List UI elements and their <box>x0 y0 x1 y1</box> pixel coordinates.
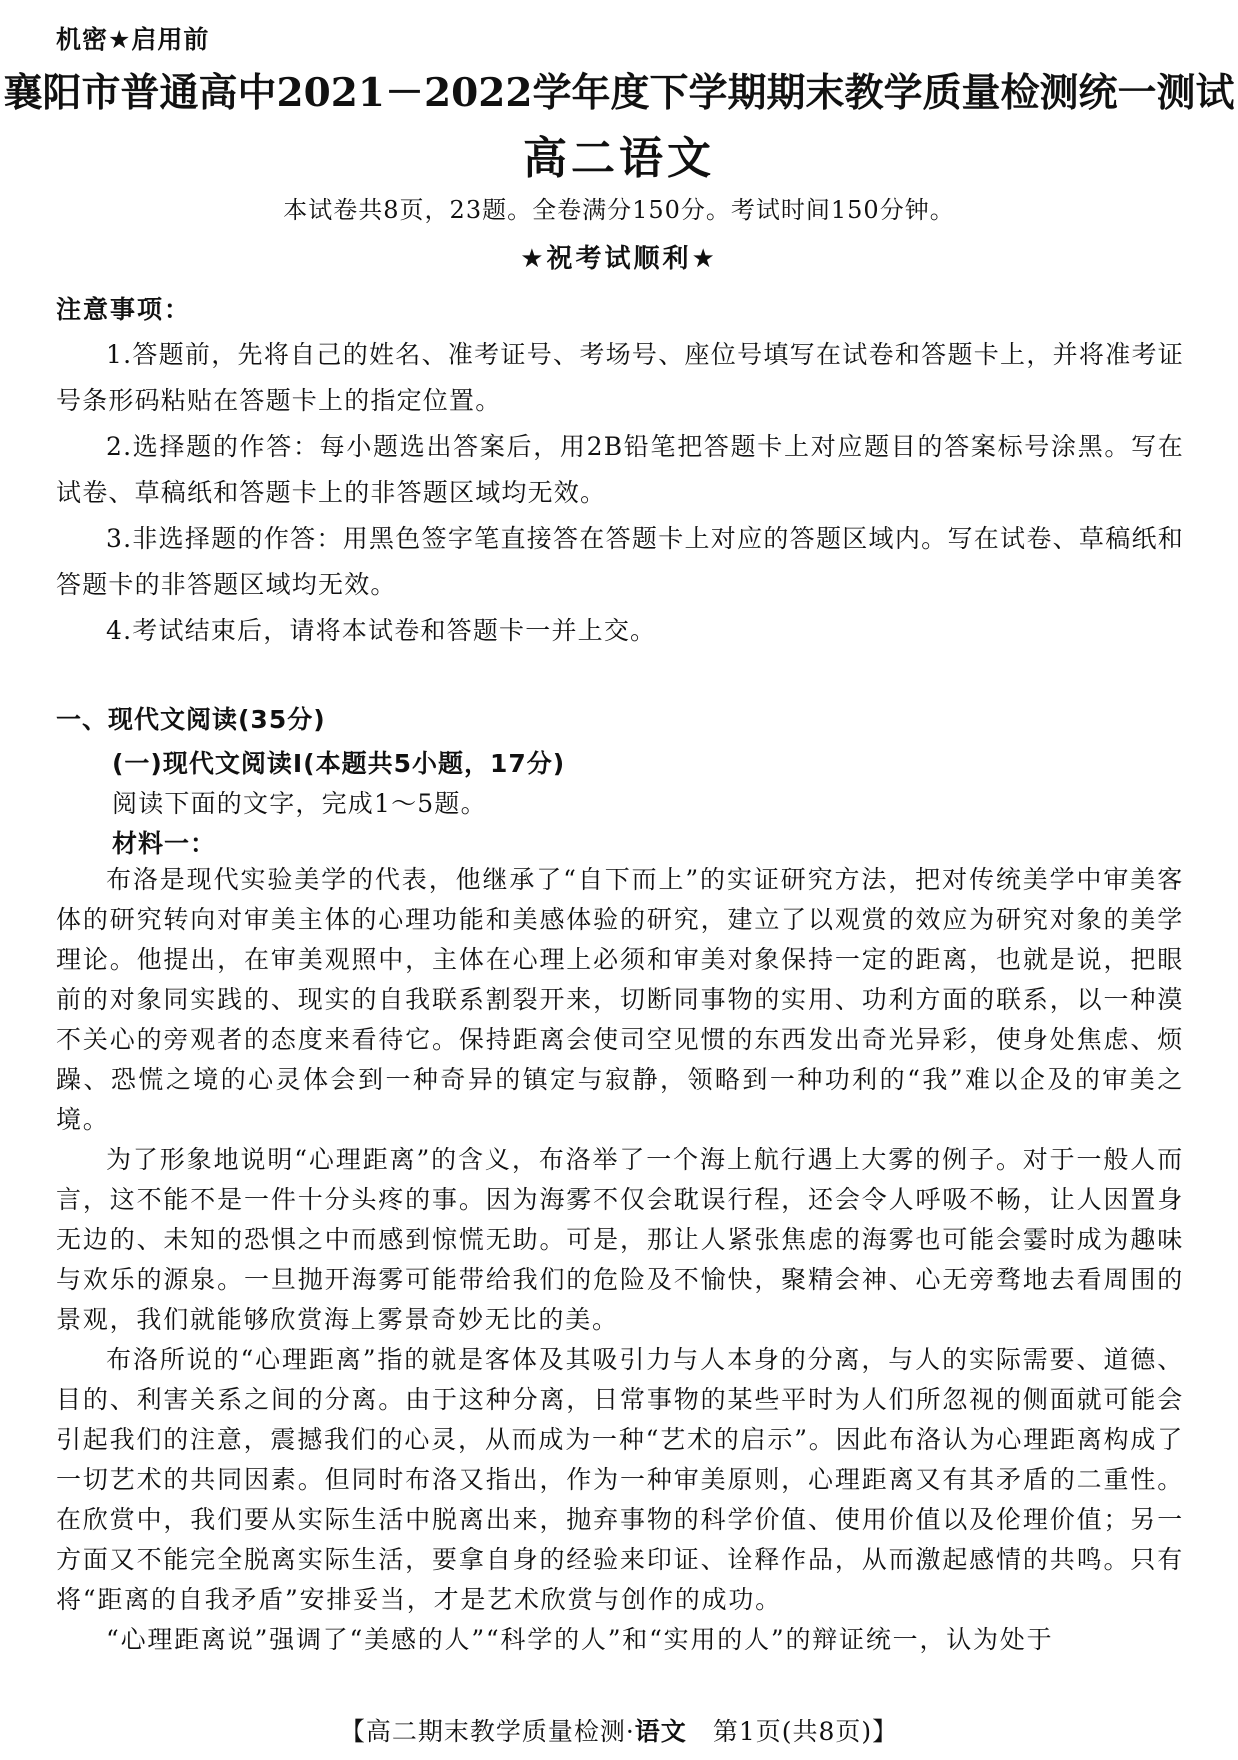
good-luck-line: ★祝考试顺利★ <box>520 244 718 274</box>
material-label: 材料一： <box>112 829 217 858</box>
passage-paragraph: “心理距离说”强调了“美感的人”“科学的人”和“实用的人”的辩证统一，认为处于 <box>106 1625 1054 1654</box>
reading-passage <box>56 860 1184 1660</box>
footer-bracket-right: 】 <box>872 1717 899 1746</box>
notes-list <box>56 332 1184 654</box>
footer-bracket-left: 【 <box>339 1717 366 1746</box>
footer-page-number: 第1页(共8页) <box>712 1717 873 1746</box>
passage-paragraph: 为了形象地说明“心理距离”的含义，布洛举了一个海上航行遇上大雾的例子。对于一般人而言，这不能不是一件十分头疼的事。因为海雾不仅会耽误行程，还会令人呼吸不畅，让人因置身无边的、未知的恐惧之中而感到惊慌无助。可是，那让人紧张焦虑的海雾也可能会霎时成为趣味与欢乐的源泉。一旦抛开海雾可能带给我们的危险及不愉快，聚精会神、心无旁骛地去看周围的景观，我们就能够欣赏海上雾景奇妙无比的美。 <box>56 1145 1184 1334</box>
page-footer <box>0 1712 1238 1748</box>
section-title: 一、现代文阅读(35分) <box>56 705 326 734</box>
exam-title: 襄阳市普通高中2021－2022学年度下学期期末教学质量检测统一测试 <box>3 70 1235 116</box>
confidential-label: 机密★启用前 <box>56 25 210 54</box>
note-item: 4.考试结束后，请将本试卷和答题卡一并上交。 <box>106 616 657 645</box>
exam-info: 本试卷共8页，23题。全卷满分150分。考试时间150分钟。 <box>283 196 955 224</box>
note-item: 1.答题前，先将自己的姓名、准考证号、考场号、座位号填写在试卷和答题卡上，并将准考证号条形码粘贴在答题卡上的指定位置。 <box>56 340 1184 415</box>
passage-paragraph: 布洛所说的“心理距离”指的就是客体及其吸引力与人本身的分离，与人的实际需要、道德、目的、利害关系之间的分离。由于这种分离，日常事物的某些平时为人们所忽视的侧面就可能会引起我们的注意，震撼我们的心灵，从而成为一种“艺术的启示”。因此布洛认为心理距离构成了一切艺术的共同因素。但同时布洛又指出，作为一种审美原则，心理距离又有其矛盾的二重性。在欣赏中，我们要从实际生活中脱离出来，抛弃事物的科学价值、使用价值以及伦理价值；另一方面又不能完全脱离实际生活，要拿自身的经验来印证、诠释作品，从而激起感情的共鸣。只有将“距离的自我矛盾”安排妥当，才是艺术欣赏与创作的成功。 <box>56 1345 1184 1614</box>
footer-subject: 语文 <box>634 1717 687 1746</box>
footer-exam-name: 高二期末教学质量检测· <box>365 1717 635 1746</box>
note-item: 2.选择题的作答：每小题选出答案后，用2B铅笔把答题卡上对应题目的答案标号涂黑。写在试卷、草稿纸和答题卡上的非答题区域均无效。 <box>56 432 1184 507</box>
subject-title: 高二语文 <box>523 133 715 184</box>
passage-paragraph: 布洛是现代实验美学的代表，他继承了“自下而上”的实证研究方法，把对传统美学中审美客体的研究转向对审美主体的心理功能和美感体验的研究，建立了以观赏的效应为研究对象的美学理论。他提出，在审美观照中，主体在心理上必须和审美对象保持一定的距离，也就是说，把眼前的对象同实践的、现实的自我联系割裂开来，切断同事物的实用、功利方面的联系，以一种漠不关心的旁观者的态度来看待它。保持距离会使司空见惯的东西发出奇光异彩，使身处焦虑、烦躁、恐慌之境的心灵体会到一种奇异的镇定与寂静，领略到一种功利的“我”难以企及的审美之境。 <box>56 865 1184 1134</box>
reading-instruction: 阅读下面的文字，完成1～5题。 <box>112 789 487 818</box>
section-subtitle: (一)现代文阅读Ⅰ(本题共5小题，17分) <box>112 749 566 778</box>
note-item: 3.非选择题的作答：用黑色签字笔直接答在答题卡上对应的答题区域内。写在试卷、草稿纸和答题卡的非答题区域均无效。 <box>56 524 1184 599</box>
notes-heading: 注意事项： <box>56 295 192 324</box>
